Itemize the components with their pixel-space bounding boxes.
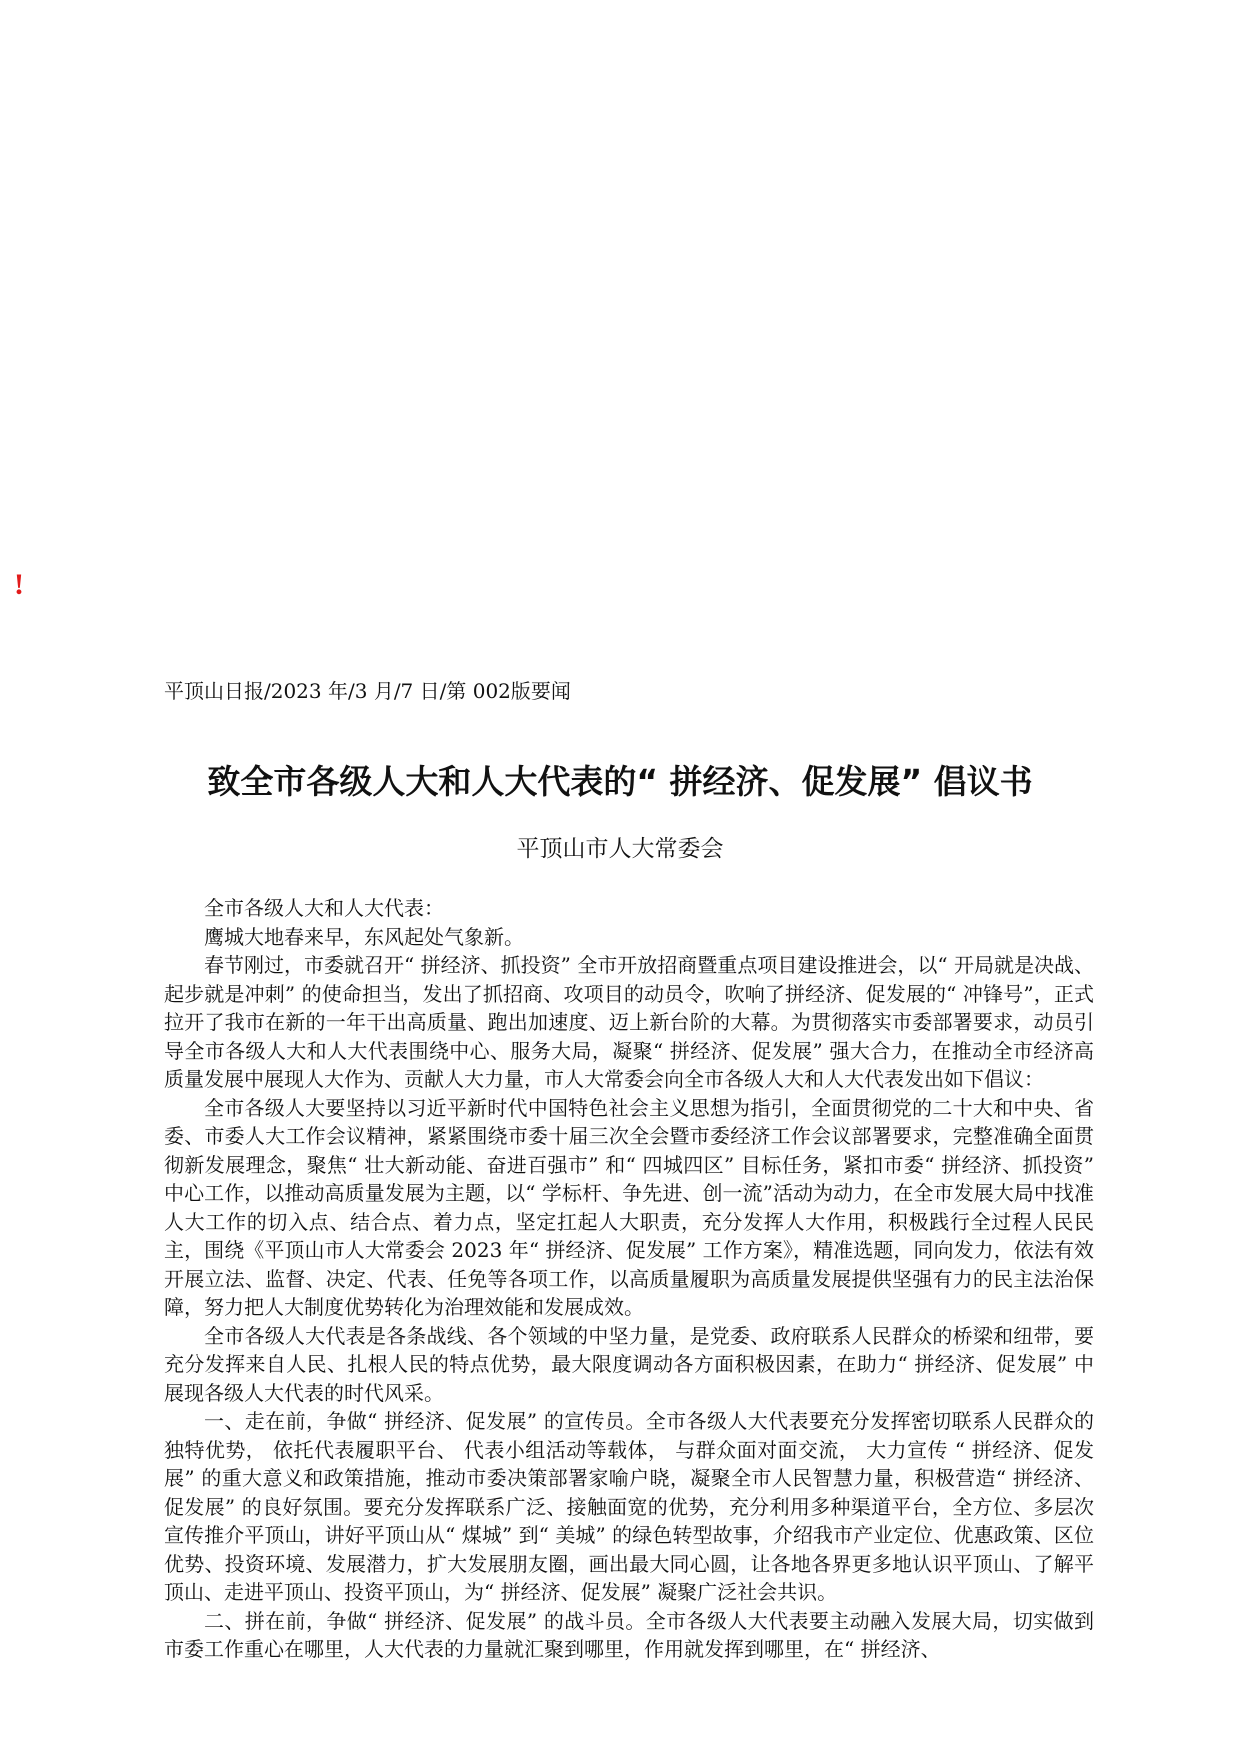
exclamation-mark: ! xyxy=(14,568,24,601)
body-paragraph: 鹰城大地春来早，东风起处气象新。 xyxy=(204,924,524,949)
body-paragraph: 春节刚过，市委就召开“ 拼经济、抓投资” 全市开放招商暨重点项目建设推进会，以“ 开局就是决战、起步就是冲刺” 的使命担当，发出了抓招商、攻项目的动员令，吹响了拼经济、促发展的“ 冲锋号”，正式拉开了我市在新的一年干出高质量、跑出加速度、迈上新台阶的大幕。为贯彻落实市委部署要求，动员引导全市各级人大和人大代表围绕中心、服务大局，凝聚“ 拼经济、促发展” 强大合力，在推动全市经济高质量发展中展现人大作为、贡献人大力量，市人大常委会向全市各级人大和人大代表发出如下倡议： xyxy=(164,953,1094,1091)
article-author: 平顶山市人大常委会 xyxy=(516,836,724,862)
body-paragraph: 一、走在前，争做“ 拼经济、促发展” 的宣传员。全市各级人大代表要充分发挥密切联系人民群众的独特优势， 依托代表履职平台、 代表小组活动等载体， 与群众面对面交流， 大力宣传 “ 拼经济、促发展” 的重大意义和政策措施，推动市委决策部署家喻户晓，凝聚全市人民智慧力量，积极营造“ 拼经济、促发展” 的良好氛围。要充分发挥联系广泛、接触面宽的优势，充分利用多种渠道平台，全方位、多层次宣传推介平顶山，讲好平顶山从“ 煤城” 到“ 美城” 的绿色转型故事，介绍我市产业定位、优惠政策、区位优势、投资环境、发展潜力，扩大发展朋友圈，画出最大同心圆，让各地各界更多地认识平顶山、了解平顶山、走进平顶山、投资平顶山，为“ 拼经济、促发展” 凝聚广泛社会共识。 xyxy=(164,1409,1094,1604)
body-paragraph: 二、拼在前，争做“ 拼经济、促发展” 的战斗员。全市各级人大代表要主动融入发展大局，切实做到市委工作重心在哪里，人大代表的力量就汇聚到哪里，作用就发挥到哪里，在“ 拼经济、 xyxy=(164,1608,1094,1661)
article-title: 致全市各级人大和人大代表的“ 拼经济、促发展” 倡议书 xyxy=(207,762,1033,801)
salutation: 全市各级人大和人大代表： xyxy=(204,896,444,920)
body-paragraph: 全市各级人大代表是各条战线、各个领域的中坚力量，是党委、政府联系人民群众的桥梁和纽带，要充分发挥来自人民、扎根人民的特点优势，最大限度调动各方面积极因素，在助力“ 拼经济、促发展” 中展现各级人大代表的时代风采。 xyxy=(164,1323,1094,1405)
publication-source: 平顶山日报/2023 年/3 月/7 日/第 002版要闻 xyxy=(164,679,571,703)
body-paragraph: 全市各级人大要坚持以习近平新时代中国特色社会主义思想为指引，全面贯彻党的二十大和中央、省委、市委人大工作会议精神，紧紧围绕市委十届三次全会暨市委经济工作会议部署要求，完整准确全面贯彻新发展理念，聚焦“ 壮大新动能、奋进百强市” 和“ 四城四区” 目标任务，紧扣市委“ 拼经济、抓投资” 中心工作，以推动高质量发展为主题，以“ 学标杆、争先进、创一流”活动为动力，在全市发展大局中找准人大工作的切入点、结合点、着力点，坚定扛起人大职责，充分发挥人大作用，积极践行全过程人民民主，围绕《平顶山市人大常委会 2023 年“ 拼经济、促发展” 工作方案》，精准选题，同向发力，依法有效开展立法、监督、决定、代表、任免等各项工作，以高质量履职为高质量发展提供坚强有力的民主法治保障，努力把人大制度优势转化为治理效能和发展成效。 xyxy=(164,1095,1094,1319)
article-body xyxy=(164,894,1094,1664)
